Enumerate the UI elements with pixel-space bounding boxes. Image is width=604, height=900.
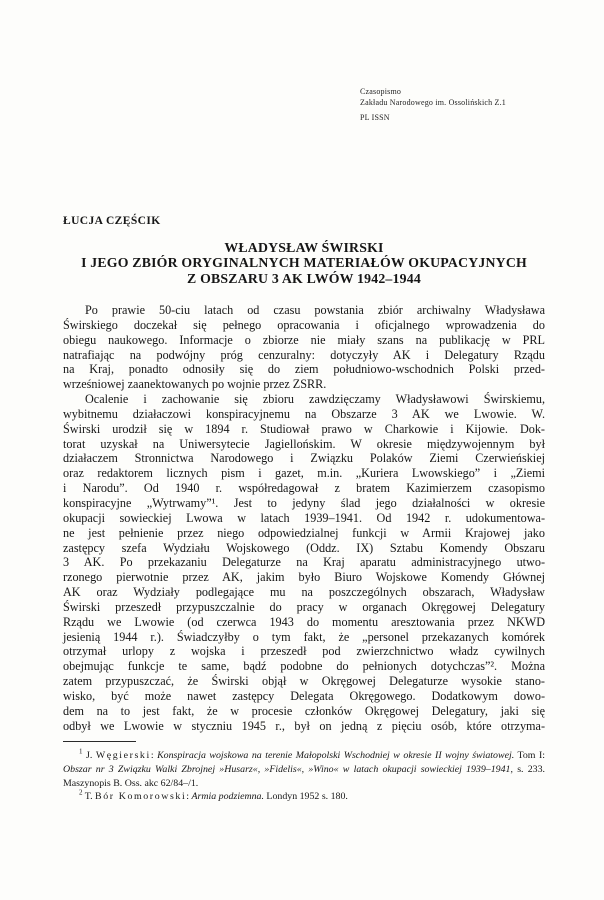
- footnote-segment: Londyn 1952 s. 180.: [263, 791, 348, 803]
- body-line: na Kraj, ponadto odnosiły się do ziem południowo-wschodnich Polski przed-: [63, 362, 545, 377]
- body-line: okupacji sowieckiej Lwowa w latach 1939–1941. Od 1942 r. udokumentowa-: [63, 510, 545, 525]
- body-line: Świrskiego doczekał się pełnego opracowania i oficjalnego wprowadzenia do: [63, 317, 545, 332]
- body-line: otrzymał urlopy z wojska i przeszedł pod zwierzchnictwo władz cywilnych: [63, 644, 545, 659]
- title-line: Z OBSZARU 3 AK LWÓW 1942–1944: [187, 270, 421, 286]
- body-line: zastępcy szefa Wydziału Wojskowego (Oddz. IX) Sztabu Komendy Obszaru: [63, 540, 545, 555]
- article-body: [63, 303, 545, 733]
- body-line: Rządu we Lwowie (od czerwca 1943 do momentu aresztowania przez NKWD: [63, 614, 545, 629]
- body-line: działaczem Stronnictwa Narodowego i Związku Polaków Ziemi Czerwieńskiej: [63, 451, 545, 466]
- body-line: natrafiając na podwójny próg cenzuralny: dotyczyły AK i Delegatury Rządu: [63, 347, 545, 362]
- body-line: ne jest pełnienie przez niego odpowiedzialnej funkcji w Armii Krajowej jako: [63, 525, 545, 540]
- body-line: rzonego pierwotnie przez AK, jakim było Biuro Wojskowe Komendy Głównej: [63, 570, 545, 585]
- footnote: [63, 790, 545, 804]
- body-line: wybitnemu działaczowi konspiracyjnemu na Obszarze 3 AK we Lwowie. W.: [63, 406, 545, 421]
- body-line: Po prawie 50-ciu latach od czasu powstania zbiór archiwalny Władysława: [85, 303, 545, 317]
- footnote-separator: [63, 741, 136, 742]
- body-line: AK oraz Wydziały podlegające mu na poszczególnych obszarach, Władysław: [63, 585, 545, 600]
- footnote: [63, 749, 545, 790]
- body-line: oraz redaktorem licznych pism i gazet, m.in. „Kuriera Lwowskiego” i „Ziemi: [63, 466, 545, 481]
- stamp-line: Czasopismo: [360, 87, 402, 96]
- journal-stamp: [360, 86, 506, 123]
- body-line: wrześniowej zaanektowanych po wojnie przez ZSRR.: [63, 377, 327, 392]
- body-line: jesienią 1944 r.). Świadczyłby o tym fakt, że „personel przekazanych komórek: [63, 629, 545, 644]
- footnotes: [63, 749, 545, 804]
- paragraph: [63, 392, 545, 733]
- footnote-segment: T.: [82, 791, 96, 803]
- footnote-segment: Węgierski: [95, 750, 151, 761]
- article-title: [63, 240, 545, 286]
- paragraph: [63, 303, 545, 392]
- footnote-segment: Obszar nr 3 Związku Walki Zbrojnej »Husarz«, »Fidelis«, »Wino« w latach okupacji sowieckiej 1939–1941: [63, 763, 511, 775]
- footnote-segment: , s. 233. Maszynopis B. Oss. akc 62/84–/1.: [63, 763, 546, 789]
- body-line: obiegu naukowego. Informacje o zbiorze nie miały szans na publikację w PRL: [63, 332, 545, 347]
- body-line: Ocalenie i zachowanie się zbioru zawdzięczamy Władysławowi Świrskiemu,: [85, 392, 545, 407]
- body-line: odbył we Lwowie w styczniu 1945 r., był on jedną z pięciu osób, które otrzyma-: [63, 718, 545, 733]
- footnote-segment: :: [150, 750, 158, 761]
- footnote-segment: 2: [79, 789, 83, 798]
- body-line: Świrski urodził się w 1894 r. Studiował prawo w Charkowie i Kijowie. Dok-: [63, 421, 545, 436]
- footnote-segment: 1: [79, 747, 83, 756]
- body-line: dem na to jest fakt, że w procesie członków Okręgowej Delegatury, jaki się: [63, 703, 545, 718]
- footnote-segment: :: [186, 791, 192, 803]
- footnote-segment: Bór Komorowski: [95, 791, 187, 803]
- title-line: WŁADYSŁAW ŚWIRSKI: [224, 240, 384, 255]
- author-name: ŁUCJA CZĘŚCIK: [63, 215, 161, 227]
- stamp-line: PL ISSN: [360, 113, 390, 122]
- body-line: 3 AK. Po przekazaniu Delegaturze na Kraj aparatu administracyjnego utwo-: [63, 555, 545, 570]
- body-line: obejmując funkcje te same, bądź podobne do pełnionych dotychczas”². Można: [63, 659, 545, 674]
- footnote-segment: Armia podziemna.: [191, 791, 264, 803]
- body-line: zatem przypuszczać, że Świrski objął w Okręgowej Delegaturze wysokie stano-: [63, 674, 545, 689]
- body-line: konspiracyjne „Wytrwamy”¹. Jest to jedyny ślad jego działalności w okresie: [63, 495, 545, 510]
- body-line: torat uzyskał na Uniwersytecie Jagiellońskim. W okresie międzywojennym był: [63, 436, 545, 451]
- title-line: I JEGO ZBIÓR ORYGINALNYCH MATERIAŁÓW OKUPACYJNYCH: [81, 255, 527, 271]
- stamp-line: Zakładu Narodowego im. Ossolińskich Z.1: [360, 98, 506, 107]
- footnote-segment: Tom I:: [514, 750, 546, 761]
- body-line: i Narodu”. Od 1940 r. współredagował z bratem Kazimierzem czasopismo: [63, 481, 545, 496]
- body-line: Świrski przeszedł przypuszczalnie do pracy w organach Okręgowej Delegatury: [63, 599, 545, 614]
- body-line: wisko, być może nawet zastępcy Delegata Okręgowego. Dodatkowym dowo-: [63, 688, 545, 703]
- footnote-segment: Konspiracja wojskowa na terenie Małopolski Wschodniej w okresie II wojny światowej.: [157, 750, 515, 761]
- footnote-segment: J.: [82, 750, 96, 761]
